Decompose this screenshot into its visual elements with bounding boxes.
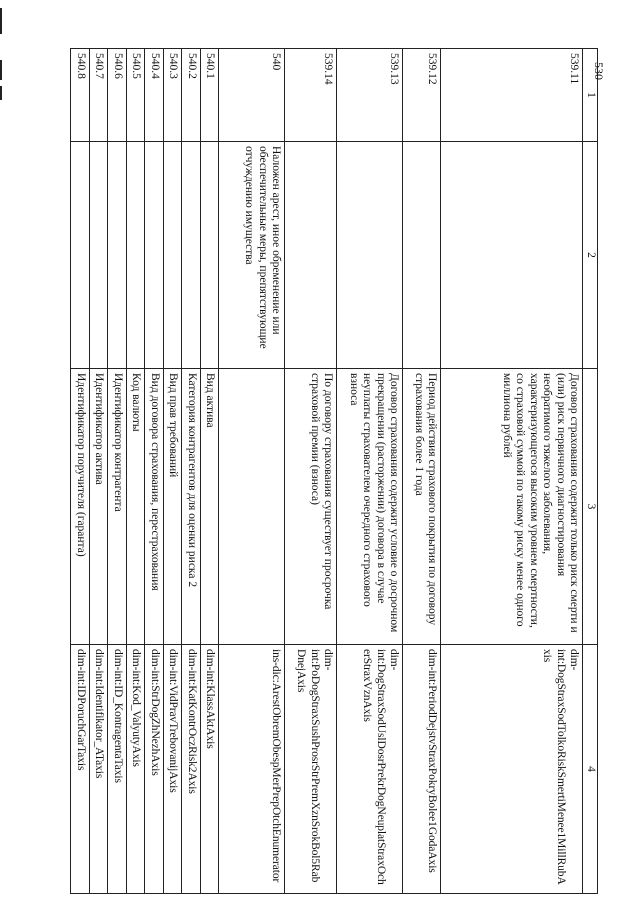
row-code: 539.12 — [403, 49, 441, 142]
row-dimension: dim-int:DogStraxSodTolkoRiskSmertiMenee1MillRubAxis — [441, 645, 583, 894]
table-row — [182, 49, 201, 894]
row-dimension: dim-int:PeriodDejstvStraxPokryBolee1GodaAxis — [403, 645, 441, 894]
row-dimension: dim-int:StrDogZhNezhAxis — [145, 645, 164, 894]
table-row — [90, 49, 109, 894]
row-code: 540.2 — [182, 49, 201, 142]
row-code: 540.8 — [71, 49, 90, 142]
row-description: Период действия страхового покрытия по договору страхования более 1 года — [403, 369, 441, 645]
row-dimension: dim-int:KlassAktAxis — [201, 645, 220, 894]
row-name — [201, 142, 220, 369]
column-header: 4 — [583, 645, 598, 894]
row-description — [219, 369, 285, 645]
row-name — [108, 142, 127, 369]
row-name — [145, 142, 164, 369]
row-code: 539.14 — [285, 49, 337, 142]
row-dimension: dim-int:PoDogStraxSushProsrStrPremXznSrokBol5RabDnejAxis — [285, 645, 337, 894]
row-dimension: dim-int:KatKontrOczRisk2Axis — [182, 645, 201, 894]
row-code: 539.11 — [441, 49, 583, 142]
column-header: 1 — [583, 49, 598, 142]
row-code: 540.7 — [90, 49, 109, 142]
row-description: Вид договора страхования, перестрахования — [145, 369, 164, 645]
table-row — [127, 49, 146, 894]
row-dimension: dim-int:ID_KontragentaTaxis — [108, 645, 127, 894]
row-name — [441, 142, 583, 369]
row-dimension: dim-int:VidPravTrebovanijAxis — [164, 645, 183, 894]
row-description: Идентификатор контрагента — [108, 369, 127, 645]
row-name — [403, 142, 441, 369]
column-header: 3 — [583, 369, 598, 645]
row-name — [164, 142, 183, 369]
row-name — [337, 142, 403, 369]
row-description: Идентификатор поручителя (гаранта) — [71, 369, 90, 645]
table-row — [403, 49, 441, 894]
row-code: 540.3 — [164, 49, 183, 142]
table-row — [145, 49, 164, 894]
row-description: Договор страхования содержит условие о досрочном прекращении (расторжении) договора в случае неуплаты страхователем очередного страхового взноса — [337, 369, 403, 645]
row-code: 539.13 — [337, 49, 403, 142]
row-name — [127, 142, 146, 369]
row-code: 540.5 — [127, 49, 146, 142]
row-dimension: ins-dic:ArestObremObespMerPrepOtchEnumerator — [219, 645, 285, 894]
row-name — [182, 142, 201, 369]
table-row — [164, 49, 183, 894]
classification-table — [71, 48, 599, 894]
row-description: Код валюты — [127, 369, 146, 645]
row-dimension: dim-int:DogStraxSodUslDosrPrekrDogNeuplatStraxOcherStraxVznAxis — [337, 645, 403, 894]
row-name — [90, 142, 109, 369]
row-description: Идентификатор актива — [90, 369, 109, 645]
row-code: 540.1 — [201, 49, 220, 142]
row-code: 540.4 — [145, 49, 164, 142]
header-row — [583, 49, 598, 894]
table-row — [201, 49, 220, 894]
row-code: 540.6 — [108, 49, 127, 142]
row-description: Договор страхования содержит только риск смерти и (или) риск первичного диагностирования необратимого тяжелого заболевания, характеризующегося высоким уровнем смертности, со страховой суммой по такому риску менее одного миллиона рублей — [441, 369, 583, 645]
row-dimension: dim-int:Kod_ValyutyAxis — [127, 645, 146, 894]
table-row — [337, 49, 403, 894]
table-row — [285, 49, 337, 894]
table-row — [108, 49, 127, 894]
row-description: Вид актива — [201, 369, 220, 645]
row-dimension: dim-int:IDPoruchGarTaxis — [71, 645, 90, 894]
row-name — [285, 142, 337, 369]
row-description: Вид прав требований — [164, 369, 183, 645]
margin-mark — [0, 86, 2, 100]
margin-mark — [0, 8, 2, 34]
table-row — [219, 49, 285, 894]
table-row — [71, 49, 90, 894]
page-number: 530 — [592, 62, 606, 80]
rotated-page — [68, 48, 598, 893]
row-description: Категория контрагентов для оценки риска 2 — [182, 369, 201, 645]
row-name — [71, 142, 90, 369]
table-row — [441, 49, 583, 894]
row-dimension: dim-int:Identifikator_ATaxis — [90, 645, 109, 894]
column-header: 2 — [583, 142, 598, 369]
row-description: По договору страхования существует просрочка страховой премии (взноса) — [285, 369, 337, 645]
row-name: Наложен арест, иное обременение или обеспечительные меры, препятствующие отчуждению имущества — [219, 142, 285, 369]
margin-mark — [0, 60, 2, 80]
row-code: 540 — [219, 49, 285, 142]
